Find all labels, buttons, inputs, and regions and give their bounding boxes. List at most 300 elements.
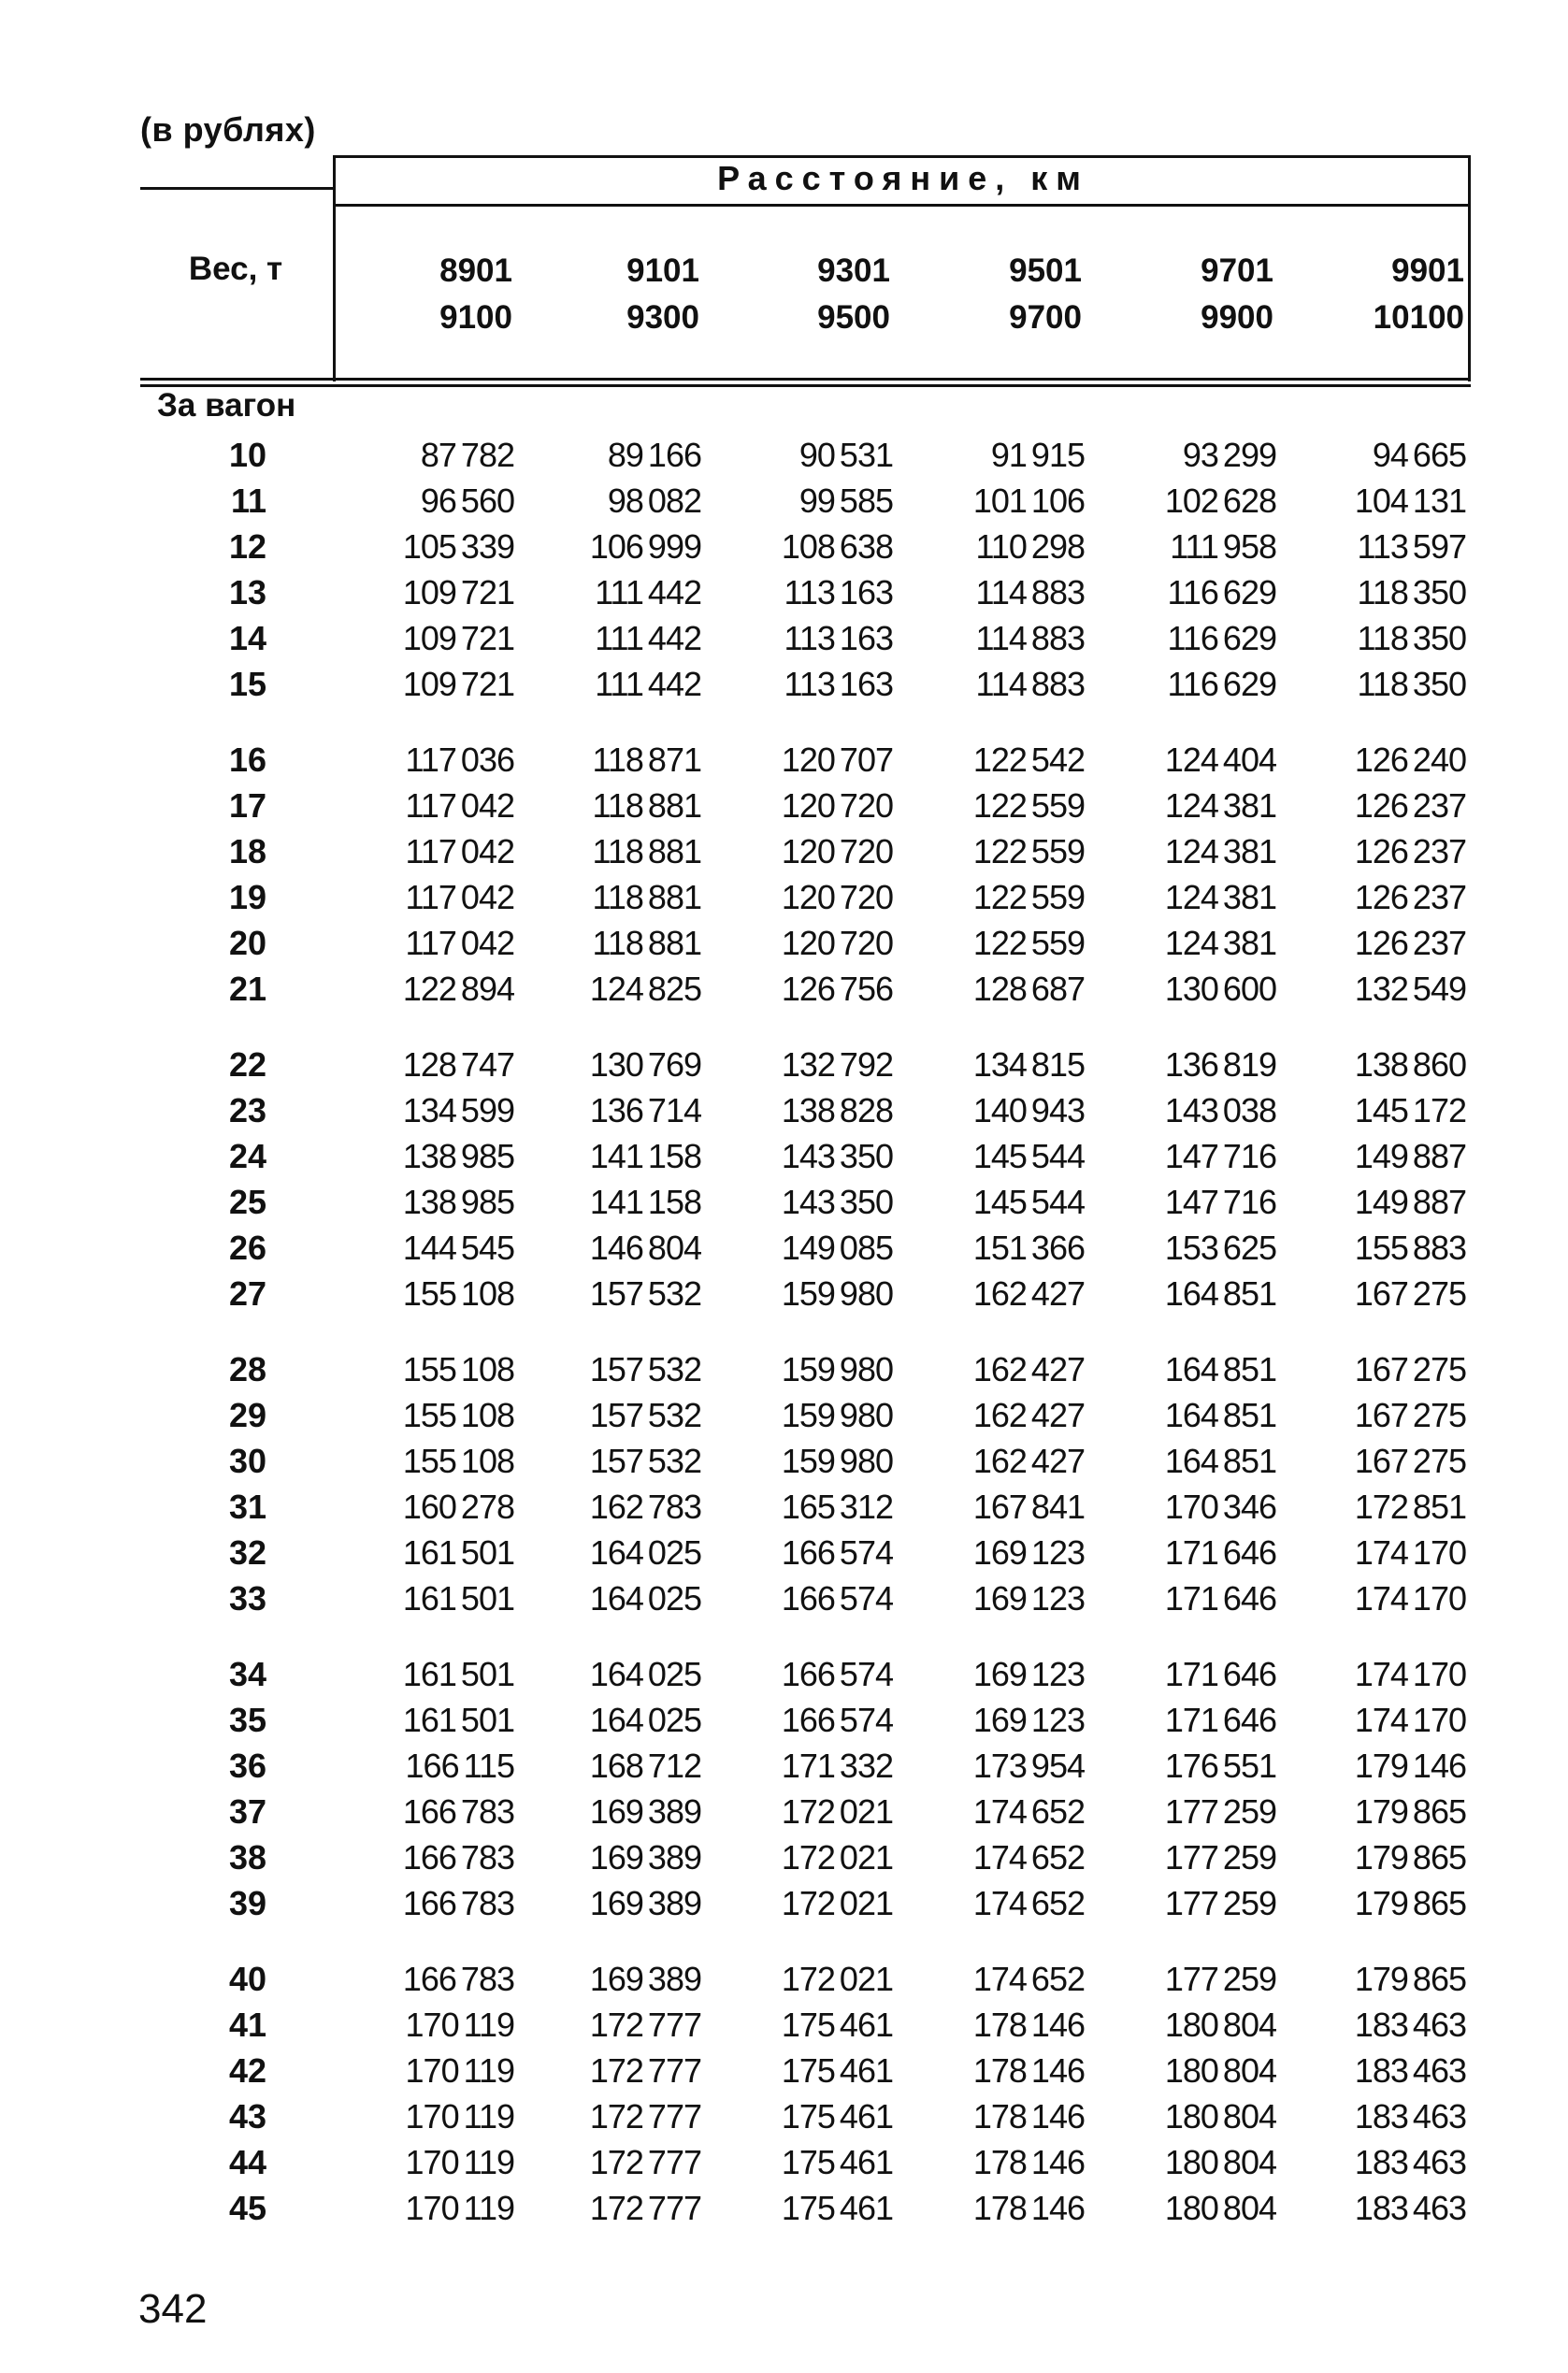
- column-header-from: 9701: [1201, 252, 1273, 289]
- price-cell: 128 747: [402, 1045, 514, 1084]
- price-cell: 109 721: [402, 619, 514, 657]
- price-cell: 171 646: [1164, 1655, 1276, 1693]
- price-cell: 145 544: [972, 1137, 1085, 1175]
- table-row: [0, 1789, 1568, 1834]
- price-cell: 169 389: [589, 1792, 701, 1831]
- price-cell: 178 146: [972, 2051, 1085, 2090]
- weight-cell: 14: [228, 619, 266, 657]
- price-cell: 172 021: [781, 1960, 893, 1998]
- price-cell: 128 687: [972, 970, 1085, 1008]
- price-cell: 138 860: [1354, 1045, 1466, 1084]
- table-row: [0, 1042, 1568, 1087]
- weight-cell: 33: [228, 1579, 266, 1618]
- table-body: [0, 432, 1568, 2231]
- price-cell: 157 532: [589, 1442, 701, 1480]
- column-header-3: [913, 248, 1082, 341]
- price-cell: 175 461: [781, 2006, 893, 2044]
- price-cell: 174 170: [1354, 1655, 1466, 1693]
- page-number: 342: [138, 2286, 208, 2332]
- weight-cell: 31: [228, 1488, 266, 1526]
- price-cell: 143 350: [781, 1137, 893, 1175]
- per-wagon-caption: За вагон: [157, 387, 296, 424]
- price-cell: 167 275: [1354, 1442, 1466, 1480]
- table-row: [0, 1179, 1568, 1225]
- price-cell: 126 756: [781, 970, 893, 1008]
- table-row: [0, 1880, 1568, 1926]
- table-row: [0, 966, 1568, 1012]
- price-cell: 167 841: [972, 1488, 1085, 1526]
- table-row: [0, 1743, 1568, 1789]
- price-cell: 174 170: [1354, 1701, 1466, 1739]
- price-cell: 155 108: [402, 1350, 514, 1388]
- weight-cell: 30: [228, 1442, 266, 1480]
- price-cell: 183 463: [1354, 2097, 1466, 2136]
- price-cell: 122 559: [972, 832, 1085, 870]
- price-cell: 169 123: [972, 1533, 1085, 1572]
- price-cell: 120 720: [781, 878, 893, 916]
- price-cell: 113 163: [784, 619, 893, 657]
- price-cell: 167 275: [1354, 1396, 1466, 1434]
- price-cell: 175 461: [781, 2097, 893, 2136]
- price-cell: 102 628: [1164, 482, 1276, 520]
- price-cell: 140 943: [972, 1091, 1085, 1129]
- price-cell: 172 777: [589, 2051, 701, 2090]
- weight-cell: 11: [230, 482, 266, 520]
- weight-cell: 13: [228, 573, 266, 611]
- weight-caption: Вес, т: [188, 251, 283, 287]
- price-cell: 143 350: [781, 1183, 893, 1221]
- price-cell: 161 501: [402, 1579, 514, 1618]
- price-cell: 183 463: [1354, 2189, 1466, 2227]
- price-cell: 120 720: [781, 786, 893, 825]
- price-cell: 118 881: [592, 924, 701, 962]
- price-cell: 169 389: [589, 1960, 701, 1998]
- header-bottom-rule-2: [140, 384, 1471, 387]
- price-cell: 162 427: [972, 1396, 1085, 1434]
- distance-caption: Расстояние, км: [717, 159, 1089, 197]
- price-cell: 166 783: [402, 1838, 514, 1877]
- price-cell: 175 461: [781, 2189, 893, 2227]
- weight-cell: 10: [228, 436, 266, 474]
- price-cell: 141 158: [589, 1137, 701, 1175]
- price-cell: 174 652: [972, 1792, 1085, 1831]
- price-cell: 159 980: [781, 1442, 893, 1480]
- price-cell: 169 389: [589, 1838, 701, 1877]
- price-cell: 130 769: [589, 1045, 701, 1084]
- price-cell: 161 501: [402, 1655, 514, 1693]
- weight-cell: 16: [228, 741, 266, 779]
- price-cell: 117 042: [405, 878, 514, 916]
- price-cell: 151 366: [972, 1229, 1085, 1267]
- price-cell: 167 275: [1354, 1350, 1466, 1388]
- price-cell: 166 115: [405, 1747, 514, 1785]
- price-cell: 164 851: [1164, 1274, 1276, 1313]
- price-cell: 172 777: [589, 2097, 701, 2136]
- table-row: [0, 2002, 1568, 2048]
- price-cell: 183 463: [1354, 2006, 1466, 2044]
- price-cell: 114 883: [975, 619, 1085, 657]
- price-cell: 177 259: [1164, 1884, 1276, 1922]
- price-cell: 159 980: [781, 1274, 893, 1313]
- table-row: [0, 1575, 1568, 1621]
- price-cell: 122 559: [972, 878, 1085, 916]
- price-cell: 147 716: [1164, 1137, 1276, 1175]
- price-cell: 178 146: [972, 2189, 1085, 2227]
- price-cell: 169 123: [972, 1701, 1085, 1739]
- price-cell: 122 559: [972, 924, 1085, 962]
- column-header-4: [1105, 248, 1273, 341]
- price-cell: 118 350: [1357, 573, 1466, 611]
- price-cell: 169 123: [972, 1579, 1085, 1618]
- price-cell: 166 783: [402, 1960, 514, 1998]
- price-cell: 126 237: [1354, 786, 1466, 825]
- price-cell: 164 851: [1164, 1442, 1276, 1480]
- price-cell: 170 119: [405, 2189, 514, 2227]
- price-cell: 172 777: [589, 2143, 701, 2181]
- price-cell: 164 851: [1164, 1350, 1276, 1388]
- header-left-rule: [140, 187, 333, 190]
- price-cell: 130 600: [1164, 970, 1276, 1008]
- weight-cell: 29: [228, 1396, 266, 1434]
- price-cell: 169 123: [972, 1655, 1085, 1693]
- price-cell: 157 532: [589, 1274, 701, 1313]
- price-cell: 179 865: [1354, 1884, 1466, 1922]
- price-cell: 161 501: [402, 1533, 514, 1572]
- price-cell: 166 783: [402, 1884, 514, 1922]
- price-cell: 162 427: [972, 1274, 1085, 1313]
- price-cell: 168 712: [589, 1747, 701, 1785]
- price-cell: 170 119: [405, 2006, 514, 2044]
- price-cell: 111 442: [595, 573, 701, 611]
- price-cell: 132 549: [1354, 970, 1466, 1008]
- price-cell: 93 299: [1182, 436, 1276, 474]
- price-cell: 178 146: [972, 2097, 1085, 2136]
- price-cell: 87 782: [420, 436, 514, 474]
- price-cell: 183 463: [1354, 2051, 1466, 2090]
- price-cell: 94 665: [1372, 436, 1466, 474]
- price-cell: 144 545: [402, 1229, 514, 1267]
- price-cell: 172 851: [1354, 1488, 1466, 1526]
- weight-cell: 35: [228, 1701, 266, 1739]
- price-cell: 169 389: [589, 1884, 701, 1922]
- table-row: [0, 2139, 1568, 2185]
- price-cell: 105 339: [402, 527, 514, 566]
- price-cell: 172 777: [589, 2189, 701, 2227]
- price-cell: 179 865: [1354, 1960, 1466, 1998]
- price-cell: 118 350: [1357, 619, 1466, 657]
- price-cell: 166 574: [781, 1533, 893, 1572]
- price-cell: 132 792: [781, 1045, 893, 1084]
- price-cell: 172 777: [589, 2006, 701, 2044]
- price-cell: 149 887: [1354, 1137, 1466, 1175]
- price-cell: 149 085: [781, 1229, 893, 1267]
- price-cell: 124 825: [589, 970, 701, 1008]
- price-cell: 179 146: [1354, 1747, 1466, 1785]
- table-row: [0, 1484, 1568, 1530]
- price-cell: 171 332: [781, 1747, 893, 1785]
- weight-cell: 37: [228, 1792, 266, 1831]
- price-cell: 117 042: [405, 786, 514, 825]
- units-label: (в рублях): [140, 110, 316, 149]
- weight-cell: 15: [228, 665, 266, 703]
- price-cell: 118 881: [592, 832, 701, 870]
- price-cell: 159 980: [781, 1396, 893, 1434]
- weight-cell: 45: [228, 2189, 266, 2227]
- price-cell: 162 783: [589, 1488, 701, 1526]
- price-cell: 178 146: [972, 2143, 1085, 2181]
- column-header-1: [531, 248, 699, 341]
- column-header-to: 9700: [1009, 299, 1082, 336]
- weight-cell: 24: [228, 1137, 266, 1175]
- price-cell: 174 652: [972, 1884, 1085, 1922]
- price-cell: 164 851: [1164, 1396, 1276, 1434]
- weight-cell: 38: [228, 1838, 266, 1877]
- column-header-to: 9900: [1201, 299, 1273, 336]
- table-row: [0, 874, 1568, 920]
- price-cell: 164 025: [589, 1655, 701, 1693]
- table-row: [0, 2048, 1568, 2093]
- price-cell: 101 106: [972, 482, 1085, 520]
- price-cell: 109 721: [402, 665, 514, 703]
- price-cell: 160 278: [402, 1488, 514, 1526]
- table-row: [0, 432, 1568, 478]
- price-cell: 134 815: [972, 1045, 1085, 1084]
- table-row: [0, 1651, 1568, 1697]
- price-cell: 124 381: [1164, 786, 1276, 825]
- price-cell: 153 625: [1164, 1229, 1276, 1267]
- table-row: [0, 1225, 1568, 1271]
- price-cell: 126 237: [1354, 924, 1466, 962]
- price-cell: 122 894: [402, 970, 514, 1008]
- price-cell: 161 501: [402, 1701, 514, 1739]
- price-cell: 174 652: [972, 1960, 1085, 1998]
- price-cell: 117 042: [405, 924, 514, 962]
- table-row: [0, 661, 1568, 707]
- price-cell: 118 881: [592, 786, 701, 825]
- price-cell: 180 804: [1164, 2097, 1276, 2136]
- table-row: [0, 783, 1568, 828]
- price-cell: 162 427: [972, 1442, 1085, 1480]
- price-cell: 149 887: [1354, 1183, 1466, 1221]
- price-cell: 111 442: [595, 619, 701, 657]
- table-row: [0, 1087, 1568, 1133]
- column-header-from: 9101: [626, 252, 699, 289]
- table-row: [0, 1346, 1568, 1392]
- price-cell: 104 131: [1354, 482, 1466, 520]
- price-cell: 166 783: [402, 1792, 514, 1831]
- price-cell: 111 958: [1170, 527, 1276, 566]
- price-cell: 147 716: [1164, 1183, 1276, 1221]
- table-row: [0, 920, 1568, 966]
- price-cell: 157 532: [589, 1396, 701, 1434]
- weight-cell: 27: [228, 1274, 266, 1313]
- price-cell: 177 259: [1164, 1792, 1276, 1831]
- price-cell: 126 240: [1354, 741, 1466, 779]
- column-header-to: 10100: [1373, 299, 1464, 336]
- weight-cell: 18: [228, 832, 266, 870]
- column-header-5: [1296, 248, 1464, 341]
- price-cell: 116 629: [1167, 665, 1276, 703]
- price-cell: 113 163: [784, 573, 893, 611]
- price-cell: 171 646: [1164, 1579, 1276, 1618]
- price-cell: 143 038: [1164, 1091, 1276, 1129]
- price-cell: 114 883: [975, 665, 1085, 703]
- header-top-rule: [333, 155, 1471, 158]
- price-cell: 171 646: [1164, 1701, 1276, 1739]
- price-cell: 178 146: [972, 2006, 1085, 2044]
- price-cell: 91 915: [990, 436, 1085, 474]
- price-cell: 89 166: [607, 436, 701, 474]
- price-cell: 174 652: [972, 1838, 1085, 1877]
- weight-cell: 25: [228, 1183, 266, 1221]
- price-cell: 173 954: [972, 1747, 1085, 1785]
- price-cell: 134 599: [402, 1091, 514, 1129]
- weight-cell: 32: [228, 1533, 266, 1572]
- price-cell: 124 381: [1164, 878, 1276, 916]
- table-row: [0, 2185, 1568, 2231]
- price-cell: 116 629: [1167, 619, 1276, 657]
- price-cell: 145 172: [1354, 1091, 1466, 1129]
- price-cell: 176 551: [1164, 1747, 1276, 1785]
- price-cell: 183 463: [1354, 2143, 1466, 2181]
- table-row: [0, 1392, 1568, 1438]
- column-header-to: 9100: [439, 299, 512, 336]
- table-row: [0, 737, 1568, 783]
- price-cell: 167 275: [1354, 1274, 1466, 1313]
- price-cell: 165 312: [781, 1488, 893, 1526]
- price-cell: 111 442: [595, 665, 701, 703]
- price-cell: 124 381: [1164, 924, 1276, 962]
- price-cell: 106 999: [589, 527, 701, 566]
- header-distance-rule: [333, 204, 1471, 207]
- weight-cell: 22: [228, 1045, 266, 1084]
- price-cell: 174 170: [1354, 1579, 1466, 1618]
- table-row: [0, 1271, 1568, 1316]
- weight-cell: 43: [228, 2097, 266, 2136]
- price-cell: 126 237: [1354, 878, 1466, 916]
- price-cell: 118 871: [592, 741, 701, 779]
- column-header-0: [344, 248, 512, 341]
- price-cell: 141 158: [589, 1183, 701, 1221]
- weight-cell: 20: [228, 924, 266, 962]
- price-cell: 124 404: [1164, 741, 1276, 779]
- table-row: [0, 1438, 1568, 1484]
- price-cell: 118 881: [592, 878, 701, 916]
- price-cell: 136 714: [589, 1091, 701, 1129]
- price-cell: 155 108: [402, 1396, 514, 1434]
- price-cell: 177 259: [1164, 1960, 1276, 1998]
- column-header-to: 9500: [817, 299, 890, 336]
- price-cell: 179 865: [1354, 1838, 1466, 1877]
- weight-cell: 40: [228, 1960, 266, 1998]
- price-cell: 164 025: [589, 1533, 701, 1572]
- table-row: [0, 1834, 1568, 1880]
- price-cell: 145 544: [972, 1183, 1085, 1221]
- price-cell: 175 461: [781, 2051, 893, 2090]
- price-cell: 113 163: [784, 665, 893, 703]
- price-cell: 138 985: [402, 1183, 514, 1221]
- price-cell: 108 638: [781, 527, 893, 566]
- price-cell: 138 828: [781, 1091, 893, 1129]
- price-cell: 155 883: [1354, 1229, 1466, 1267]
- price-cell: 120 720: [781, 924, 893, 962]
- table-row: [0, 569, 1568, 615]
- price-cell: 155 108: [402, 1442, 514, 1480]
- column-header-from: 8901: [439, 252, 512, 289]
- price-cell: 159 980: [781, 1350, 893, 1388]
- price-cell: 170 119: [405, 2097, 514, 2136]
- price-cell: 99 585: [798, 482, 893, 520]
- price-cell: 164 025: [589, 1701, 701, 1739]
- table-row: [0, 524, 1568, 569]
- table-row: [0, 1697, 1568, 1743]
- price-cell: 122 559: [972, 786, 1085, 825]
- column-header-2: [722, 248, 890, 341]
- column-header-from: 9501: [1009, 252, 1082, 289]
- price-cell: 164 025: [589, 1579, 701, 1618]
- price-cell: 96 560: [420, 482, 514, 520]
- weight-cell: 34: [228, 1655, 266, 1693]
- price-cell: 162 427: [972, 1350, 1085, 1388]
- price-cell: 117 042: [405, 832, 514, 870]
- price-cell: 90 531: [798, 436, 893, 474]
- price-cell: 109 721: [402, 573, 514, 611]
- price-cell: 114 883: [975, 573, 1085, 611]
- price-cell: 98 082: [607, 482, 701, 520]
- price-cell: 180 804: [1164, 2189, 1276, 2227]
- price-cell: 166 574: [781, 1701, 893, 1739]
- price-cell: 174 170: [1354, 1533, 1466, 1572]
- weight-cell: 44: [228, 2143, 266, 2181]
- column-header-from: 9301: [817, 252, 890, 289]
- table-row: [0, 1956, 1568, 2002]
- price-cell: 170 119: [405, 2051, 514, 2090]
- price-cell: 138 985: [402, 1137, 514, 1175]
- weight-cell: 41: [228, 2006, 266, 2044]
- price-cell: 172 021: [781, 1792, 893, 1831]
- price-cell: 126 237: [1354, 832, 1466, 870]
- price-cell: 170 346: [1164, 1488, 1276, 1526]
- weight-cell: 19: [228, 878, 266, 916]
- price-cell: 117 036: [405, 741, 514, 779]
- price-cell: 118 350: [1357, 665, 1466, 703]
- price-cell: 116 629: [1167, 573, 1276, 611]
- price-cell: 170 119: [405, 2143, 514, 2181]
- price-cell: 120 707: [781, 741, 893, 779]
- price-cell: 120 720: [781, 832, 893, 870]
- price-cell: 171 646: [1164, 1533, 1276, 1572]
- weight-cell: 39: [228, 1884, 266, 1922]
- weight-cell: 42: [228, 2051, 266, 2090]
- table-row: [0, 478, 1568, 524]
- price-cell: 180 804: [1164, 2006, 1276, 2044]
- price-cell: 166 574: [781, 1579, 893, 1618]
- price-cell: 124 381: [1164, 832, 1276, 870]
- weight-cell: 17: [228, 786, 266, 825]
- column-header-from: 9901: [1391, 252, 1464, 289]
- price-cell: 172 021: [781, 1884, 893, 1922]
- price-cell: 113 597: [1357, 527, 1466, 566]
- table-row: [0, 615, 1568, 661]
- price-cell: 122 542: [972, 741, 1085, 779]
- price-cell: 177 259: [1164, 1838, 1276, 1877]
- weight-cell: 36: [228, 1747, 266, 1785]
- table-row: [0, 1133, 1568, 1179]
- price-cell: 166 574: [781, 1655, 893, 1693]
- table-row: [0, 828, 1568, 874]
- price-cell: 172 021: [781, 1838, 893, 1877]
- price-cell: 180 804: [1164, 2051, 1276, 2090]
